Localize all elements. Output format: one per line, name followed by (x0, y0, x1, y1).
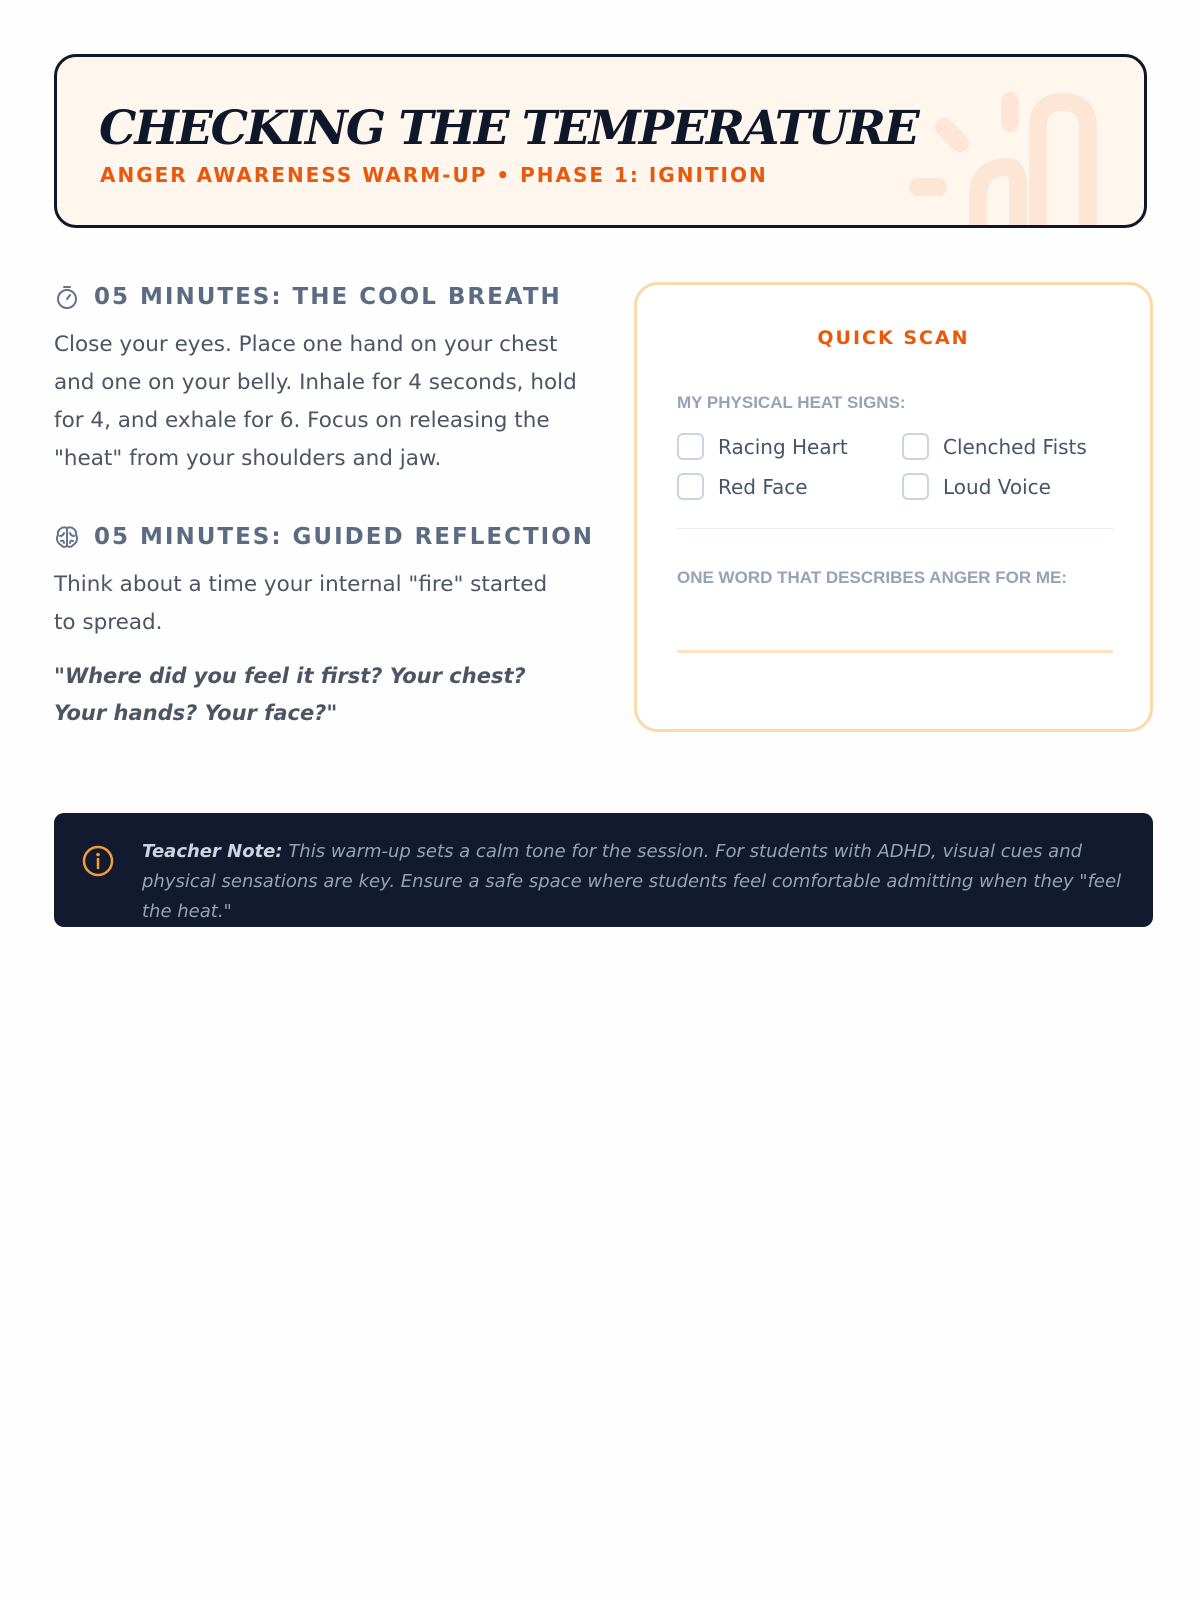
quick-scan-card (634, 282, 1153, 732)
reflection-quote: "Where did you feel it first? Your chest? Your hands? Your face?" (54, 664, 526, 725)
brain-icon (54, 524, 80, 550)
checkbox-red-face[interactable] (677, 473, 808, 500)
checkbox-label: Clenched Fists (943, 434, 1087, 459)
info-icon (81, 844, 115, 878)
quick-scan-title: QUICK SCAN (817, 327, 970, 349)
anger-word-label: ONE WORD THAT DESCRIBES ANGER FOR ME: (677, 568, 1068, 587)
section-heading-cool-breath (54, 284, 562, 310)
stopwatch-icon (54, 284, 80, 310)
checkbox[interactable] (677, 473, 704, 500)
teacher-note-body: This warm-up sets a calm tone for the session. For students with ADHD, visual cues and physical sensations are key. Ensure a safe space where students feel comfortable admitting when they "feel the heat." (142, 841, 1122, 922)
checkbox-clenched-fists[interactable] (902, 433, 1087, 460)
checkbox-label: Red Face (718, 474, 808, 499)
checkbox[interactable] (677, 433, 704, 460)
section-heading-label: 05 MINUTES: THE COOL BREATH (94, 284, 562, 310)
teacher-note-text (142, 837, 1127, 927)
heat-signs-label: MY PHYSICAL HEAT SIGNS: (677, 393, 906, 412)
anger-word-underline (677, 650, 1113, 653)
guided-reflection-text: Think about a time your internal "fire" started to spread. (54, 572, 548, 635)
cool-breath-instructions: Close your eyes. Place one hand on your chest and one on your belly. Inhale for 4 seconds, hold for 4, and exhale for 6. Focus on releasing the "heat" from your shoulders and jaw. (54, 332, 577, 471)
heat-hand-icon (908, 87, 1108, 228)
section-heading-label: 05 MINUTES: GUIDED REFLECTION (94, 524, 594, 550)
anger-word-input[interactable] (677, 607, 1113, 649)
checkbox-label: Racing Heart (718, 434, 848, 459)
teacher-note-label: Teacher Note: (142, 841, 283, 862)
checkbox[interactable] (902, 433, 929, 460)
page-subtitle: ANGER AWARENESS WARM-UP • PHASE 1: IGNITION (100, 163, 768, 187)
checkbox[interactable] (902, 473, 929, 500)
section-heading-guided-reflection (54, 524, 594, 550)
page-title: CHECKING THE TEMPERATURE (99, 101, 918, 156)
divider (677, 528, 1113, 529)
checkbox-loud-voice[interactable] (902, 473, 1051, 500)
checkbox-label: Loud Voice (943, 474, 1051, 499)
checkbox-racing-heart[interactable] (677, 433, 848, 460)
teacher-note (54, 813, 1153, 927)
header-banner (54, 54, 1147, 228)
